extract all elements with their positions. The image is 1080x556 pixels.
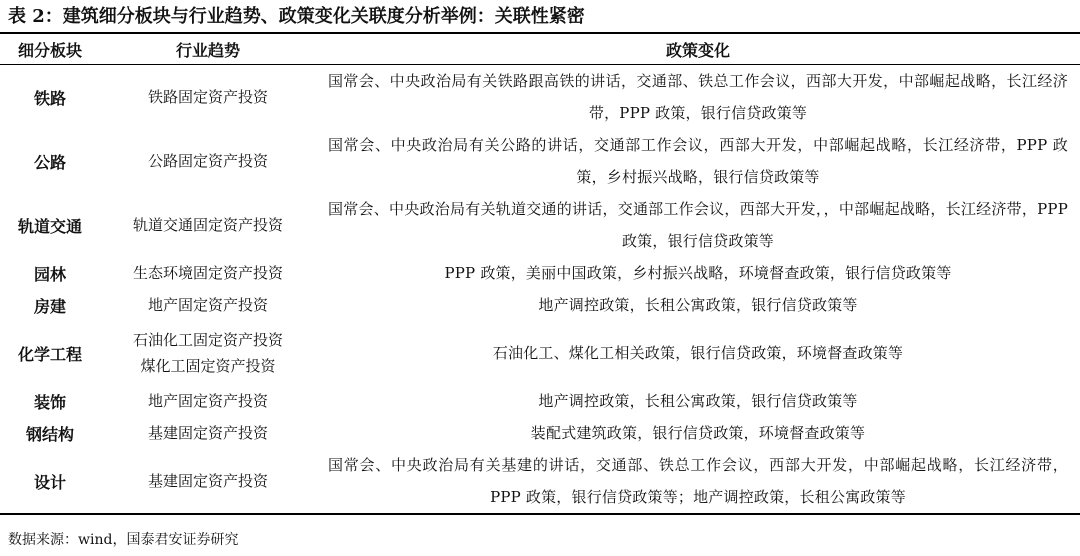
policy-cell: 石油化工、煤化工相关政策，银行信贷政策，环境督查政策等 (492, 344, 904, 362)
trend-line: 煤化工固定资产投资 (140, 357, 276, 375)
table-bottom-rule (0, 513, 1080, 515)
table-header-row (0, 34, 1080, 64)
policy-cell: 地产调控政策，长租公寓政策，银行信贷政策等 (538, 296, 858, 314)
trend-line: 生态环境固定资产投资 (132, 264, 283, 282)
table-row (0, 257, 1080, 289)
trend-line: 铁路固定资产投资 (147, 88, 268, 106)
trend-line: 公路固定资产投资 (147, 152, 268, 170)
policy-cell: 国常会、中央政治局有关轨道交通的讲话，交通部工作会议，西部大开发，，中部崛起战略，长江经济带，PPP 政策，银行信贷政策等 (328, 200, 1068, 250)
policy-cell: 国常会、中央政治局有关基建的讲话，交通部、铁总工作会议，西部大开发，中部崛起战略，长江经济带，PPP 政策，银行信贷政策等；地产调控政策，长租公寓政策等 (328, 456, 1068, 506)
trend-cell (100, 327, 316, 379)
sector-cell: 装饰 (33, 392, 66, 412)
trend-cell (100, 260, 316, 286)
trend-cell (100, 292, 316, 318)
table-title: 表 2：建筑细分板块与行业趋势、政策变化关联度分析举例：关联性紧密 (8, 6, 585, 27)
trend-cell (100, 388, 316, 414)
table-row (0, 449, 1080, 513)
table-row (0, 65, 1080, 129)
table-row (0, 129, 1080, 193)
policy-cell: 国常会、中央政治局有关公路的讲话，交通部工作会议，西部大开发，中部崛起战略，长江经济带，PPP 政策，乡村振兴战略，银行信贷政策等 (328, 136, 1068, 186)
sector-cell: 设计 (33, 472, 66, 492)
header-sector: 细分板块 (17, 40, 82, 60)
policy-correlation-table (0, 32, 1080, 515)
sector-cell: 园林 (33, 264, 66, 284)
trend-line: 石油化工固定资产投资 (132, 331, 283, 349)
trend-line: 基建固定资产投资 (147, 472, 268, 490)
table-row (0, 417, 1080, 449)
policy-cell: 装配式建筑政策，银行信贷政策，环境督查政策等 (530, 424, 866, 442)
trend-line: 轨道交通固定资产投资 (132, 216, 283, 234)
table-row (0, 289, 1080, 321)
trend-line: 基建固定资产投资 (147, 424, 268, 442)
trend-cell (100, 420, 316, 446)
header-trend: 行业趋势 (175, 40, 240, 60)
source-note: 数据来源：wind，国泰君安证券研究 (8, 532, 239, 548)
sector-cell: 轨道交通 (17, 216, 82, 236)
sector-cell: 化学工程 (17, 344, 82, 364)
table-row (0, 193, 1080, 257)
header-policy: 政策变化 (665, 40, 730, 60)
sector-cell: 房建 (33, 296, 66, 316)
policy-cell: 地产调控政策，长租公寓政策，银行信贷政策等 (538, 392, 858, 410)
table-row (0, 385, 1080, 417)
table-row (0, 321, 1080, 385)
policy-cell: 国常会、中央政治局有关铁路跟高铁的讲话，交通部、铁总工作会议，西部大开发，中部崛起战略，长江经济带，PPP 政策，银行信贷政策等 (328, 72, 1068, 122)
table-body (0, 65, 1080, 513)
trend-line: 地产固定资产投资 (147, 392, 268, 410)
sector-cell: 公路 (33, 152, 66, 172)
trend-cell (100, 212, 316, 238)
sector-cell: 铁路 (33, 88, 66, 108)
policy-cell: PPP 政策，美丽中国政策，乡村振兴战略，环境督查政策，银行信贷政策等 (444, 264, 952, 282)
trend-cell (100, 84, 316, 110)
trend-line: 地产固定资产投资 (147, 296, 268, 314)
trend-cell (100, 468, 316, 494)
sector-cell: 钢结构 (25, 424, 74, 444)
trend-cell (100, 148, 316, 174)
